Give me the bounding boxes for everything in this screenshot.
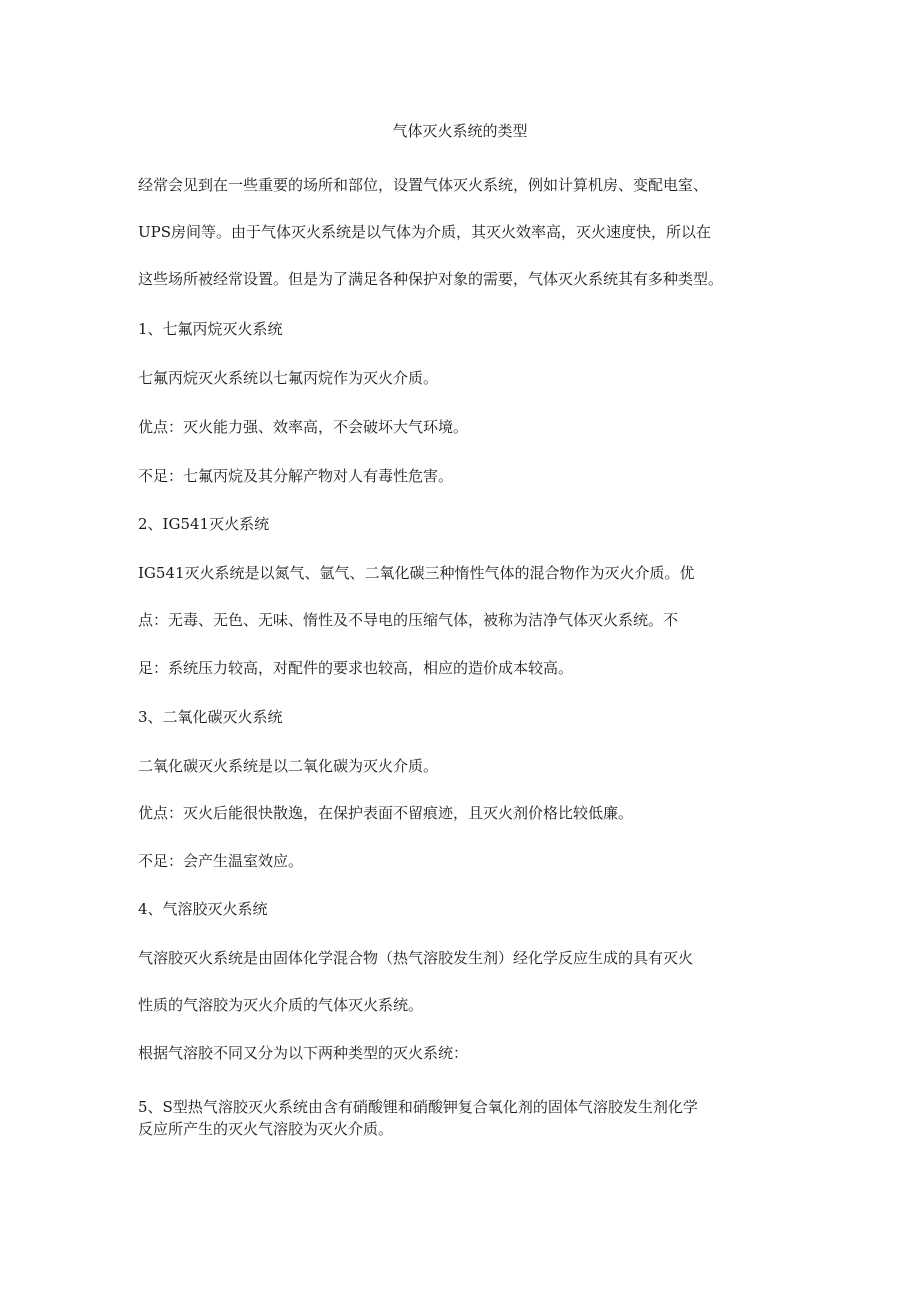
section-4-heading: 4、气溶胶灭火系统	[138, 900, 268, 918]
section-3-description: 二氧化碳灭火系统是以二氧化碳为灭火介质。	[138, 757, 439, 775]
section-4-line-1: 气溶胶灭火系统是由固体化学混合物（热气溶胶发生剂）经化学反应生成的具有灭火	[138, 949, 694, 967]
section-3-cons: 不足：会产生温室效应。	[138, 852, 304, 870]
section-4-line-2: 性质的气溶胶为灭火介质的气体灭火系统。	[138, 996, 424, 1014]
section-2-line-2: 点：无毒、无色、无味、惰性及不导电的压缩气体，被称为洁净气体灭火系统。不	[138, 611, 679, 629]
page-title: 气体灭火系统的类型	[392, 122, 528, 140]
section-1-heading: 1、七氟丙烷灭火系统	[138, 320, 283, 338]
section-2-line-3: 足：系统压力较高，对配件的要求也较高，相应的造价成本较高。	[138, 659, 574, 677]
section-1-cons: 不足：七氟丙烷及其分解产物对人有毒性危害。	[138, 467, 454, 485]
intro-line-3: 这些场所被经常设置。但是为了满足各种保护对象的需要，气体灭火系统其有多种类型。	[138, 270, 724, 288]
section-5-line-1: 5、S型热气溶胶灭火系统由含有硝酸锂和硝酸钾复合氧化剂的固体气溶胶发生剂化学	[138, 1098, 698, 1116]
section-5-paragraph	[138, 1096, 798, 1140]
section-3-heading: 3、二氧化碳灭火系统	[138, 708, 283, 726]
section-5-line-2: 反应所产生的灭火气溶胶为灭火介质。	[138, 1120, 394, 1138]
intro-line-1: 经常会见到在一些重要的场所和部位，设置气体灭火系统，例如计算机房、变配电室、	[138, 176, 709, 194]
intro-line-2: UPS房间等。由于气体灭火系统是以气体为介质，其灭火效率高，灭火速度快，所以在	[138, 223, 712, 241]
section-1-pros: 优点：灭火能力强、效率高，不会破坏大气环境。	[138, 418, 469, 436]
section-2-line-1: IG541灭火系统是以氮气、氩气、二氧化碳三种惰性气体的混合物作为灭火介质。优	[138, 564, 695, 582]
section-4-subheading: 根据气溶胶不同又分为以下两种类型的灭火系统：	[138, 1044, 469, 1062]
section-3-pros: 优点：灭火后能很快散逸，在保护表面不留痕迹，且灭火剂价格比较低廉。	[138, 804, 634, 822]
section-1-description: 七氟丙烷灭火系统以七氟丙烷作为灭火介质。	[138, 369, 439, 387]
section-2-heading: 2、IG541灭火系统	[138, 515, 270, 533]
